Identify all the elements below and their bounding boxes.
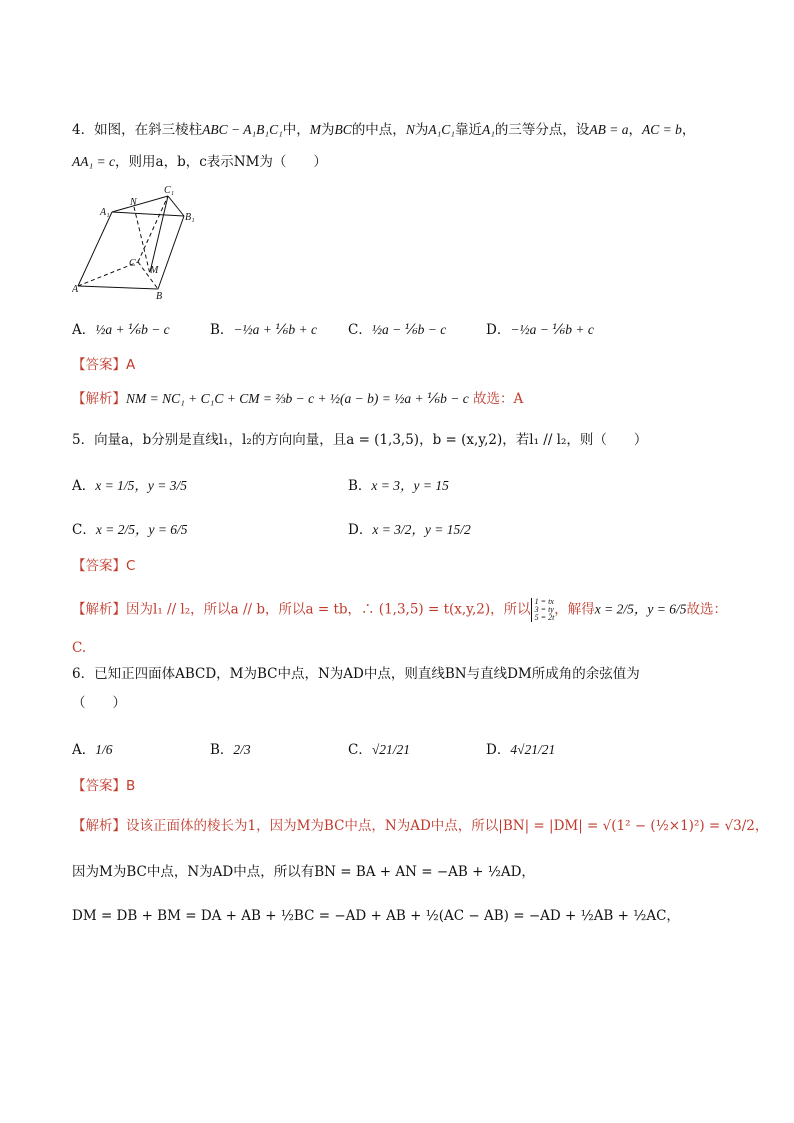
q4-def-ab: AB = a: [589, 122, 629, 137]
q4-stem-line1: 4．如图，在斜三棱柱ABC − A₁B₁C₁中，M为BC的中点，N为A₁C₁靠近A₁的三等分点，设AB = a，AC = b，: [72, 122, 696, 138]
q6-paren: （ ）: [72, 695, 126, 711]
q6-answer: 【答案】B: [72, 778, 136, 794]
edge-bb1: [158, 216, 184, 289]
q6-analysis-line1: 【解析】设该正面体的棱长为1，因为M为BC中点，N为AD中点，所以|BN| = |DM| = √(1² − (½×1)²) = √3/2，: [72, 818, 769, 834]
q6-analysis-line2: 因为M为BC中点，N为AD中点，所以有BN = BA + AN = −AB + ½AD，: [72, 864, 535, 880]
q5-analysis: 【解析】因为l₁ // l₂，所以a // b，所以a = tb，∴ (1,3,5) = t(x,y,2)，所以 1 = tx 3 = ty 5 = 2t ，解得x = 2/5，y = 6/5故选：: [72, 597, 728, 622]
q4-stem-part: 中，: [282, 122, 310, 138]
q4-stem-part: 的中点，: [351, 122, 406, 138]
q4-stem-part: 靠近: [454, 122, 482, 138]
edge-cc1-hidden: [138, 196, 168, 262]
label-m: M: [150, 265, 159, 276]
prism-figure: [72, 182, 212, 300]
q6-option-c: C．√21/21: [348, 742, 411, 758]
q4-stem-part: 的三等分点，设: [494, 122, 590, 138]
q4-point-a1: A₁: [481, 122, 495, 137]
q6-option-b: B．2/3: [210, 742, 251, 758]
q4-def-aa1: AA₁ = c: [72, 154, 116, 169]
q4-analysis-expr: NM = NC₁ + C₁C + CM = ⅔b − c + ½(a − b) = ½a + ⅙b − c: [126, 391, 469, 406]
q4-prism: ABC − A₁B₁C₁: [202, 122, 283, 137]
q5-stem: 5．向量a，b分别是直线l₁，l₂的方向向量，且a = (1,3,5)，b = (x,y,2)，若l₁ // l₂，则（ ）: [72, 432, 648, 448]
q5-equation-system: 1 = tx 3 = ty 5 = 2t: [531, 598, 555, 622]
label-b: B: [156, 291, 163, 300]
q5-analysis-text: 因为l₁ // l₂，所以a // b，所以a = tb，∴ (1,3,5) = t(x,y,2)，所以: [126, 601, 531, 618]
q5-analysis-end: C.: [72, 640, 87, 656]
q4-option-a: A．½a + ⅙b − c: [72, 322, 170, 338]
q5-option-a: A．x = 1/5，y = 3/5: [72, 478, 187, 494]
q4-answer: 【答案】A: [72, 357, 136, 373]
q4-stem-part: ，则用a，b，c表示NM为（ ）: [115, 154, 327, 170]
edge-c1b1: [168, 196, 184, 216]
q5-option-b: B．x = 3，y = 15: [348, 478, 449, 494]
q4-point-m: M: [309, 122, 322, 137]
q4-segment-a1c1: A₁C₁: [428, 122, 455, 137]
edge-c1m: [150, 196, 168, 272]
q6-analysis-line3: DM = DB + BM = DA + AB + ½BC = −AD + AB + ½(AC − AB) = −AD + ½AB + ½AC，: [72, 908, 680, 924]
q4-option-b: B．−½a + ⅙b + c: [210, 322, 317, 338]
label-c1: C₁: [164, 185, 175, 196]
q5-answer: 【答案】C: [72, 558, 136, 574]
q4-segment-bc: BC: [334, 122, 352, 137]
label-n: N: [130, 197, 137, 208]
q4-stem-part: 4．如图，在斜三棱柱: [72, 122, 203, 138]
q4-option-c: C．½a − ⅙b − c: [348, 322, 447, 338]
q5-option-c: C．x = 2/5，y = 6/5: [72, 522, 188, 538]
label-a1: A₁: [100, 207, 110, 218]
edge-a1c1: [112, 196, 168, 212]
q5-result: x = 2/5，y = 6/5: [594, 601, 687, 617]
q4-stem-part: 为: [321, 122, 335, 138]
label-a: A: [72, 284, 79, 295]
q6-option-a: A．1/6: [72, 742, 113, 758]
edge-a1b1: [112, 212, 184, 216]
q6-option-d: D．4√21/21: [486, 742, 556, 758]
q4-point-n: N: [405, 122, 415, 137]
q4-analysis: 【解析】NM = NC₁ + C₁C + CM = ⅔b − c + ½(a − b) = ½a + ⅙b − c 故选：A: [72, 391, 524, 407]
q4-def-ac: AC = b: [642, 122, 682, 137]
q6-stem: 6．已知正四面体ABCD，M为BC中点，N为AD中点，则直线BN与直线DM所成角的余弦值为: [72, 666, 640, 682]
q4-stem-part: 为: [414, 122, 429, 138]
label-b1: B₁: [185, 212, 195, 223]
q4-option-d: D．−½a − ⅙b + c: [486, 322, 594, 338]
q5-option-d: D．x = 3/2，y = 15/2: [348, 522, 471, 538]
q4-stem-line2: [72, 153, 327, 171]
edge-ab: [78, 286, 158, 289]
label-c: C: [129, 258, 136, 269]
